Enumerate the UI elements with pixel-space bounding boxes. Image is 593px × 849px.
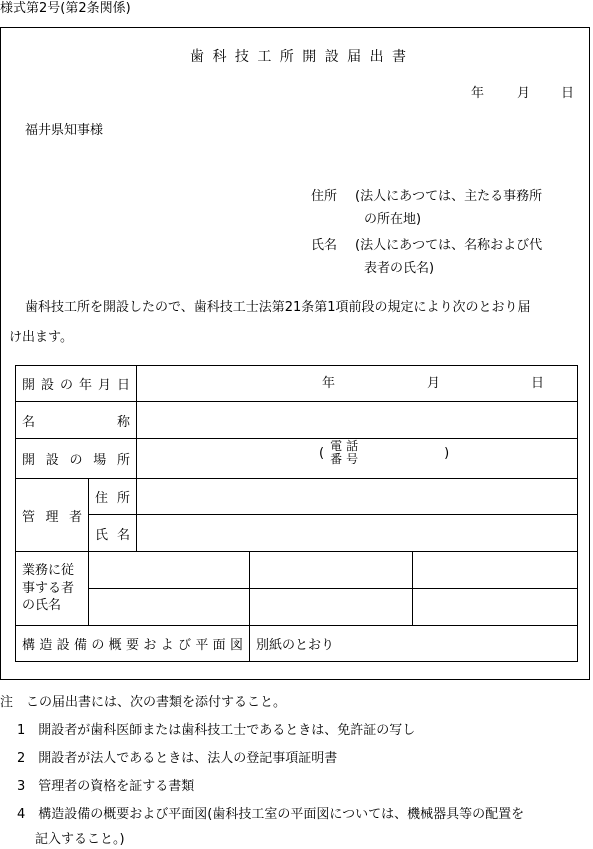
row-structure: [16, 626, 578, 662]
name-value-cell[interactable]: [137, 402, 578, 439]
row-opening-date: [16, 366, 578, 402]
addressee: 福井県知事様: [25, 123, 104, 138]
note-item-1: 1 開設者が歯科医師または歯科技工士であるときは、免許証の写し: [17, 723, 416, 738]
worker-cell[interactable]: [250, 552, 413, 589]
applicant-name-note-1: (法人にあつては、名称および代: [355, 238, 543, 253]
manager-name-value-cell[interactable]: [137, 515, 578, 552]
manager-address-label-cell: [89, 479, 137, 515]
structure-label-cell: [16, 626, 250, 662]
tel-close-paren: ): [444, 445, 450, 461]
note-item-4-line-2: 記入すること。): [35, 832, 125, 847]
opening-date-value-cell[interactable]: [137, 366, 578, 402]
tel-label: [330, 440, 362, 466]
tel-label-top: 電話: [330, 439, 363, 453]
name-label-cell: [16, 402, 137, 439]
workers-label-line-3: の氏名: [22, 598, 62, 614]
opening-year: 年: [322, 376, 336, 391]
applicant-address-note-1: (法人にあつては、主たる事務所: [355, 189, 543, 204]
opening-date-label: 開設の年月日: [22, 378, 131, 393]
date-day: 日: [561, 86, 575, 101]
location-label: 開設の場所: [22, 453, 131, 468]
row-name: [16, 402, 578, 439]
row-manager-name: [16, 515, 578, 552]
structure-value-cell[interactable]: [250, 626, 578, 662]
date-year: 年: [471, 86, 485, 101]
worker-cell[interactable]: [89, 552, 250, 589]
tel-open-paren: (: [319, 445, 325, 461]
statement-line-1: 歯科技工所を開設したので、歯科技工士法第21条第1項前段の規定により次のとおり届: [25, 300, 531, 315]
worker-cell[interactable]: [413, 552, 578, 589]
notes-heading: 注 この届出書には、次の書類を添付すること。: [0, 695, 287, 710]
row-workers-2: [16, 589, 578, 626]
applicant-address-note-2: の所在地): [364, 212, 422, 227]
workers-label-line-1: 業務に従: [22, 563, 75, 579]
location-value-cell[interactable]: [137, 439, 578, 479]
manager-address-value-cell[interactable]: [137, 479, 578, 515]
worker-cell[interactable]: [89, 589, 250, 626]
applicant-name-label: 氏名: [311, 238, 338, 253]
worker-cell[interactable]: [250, 589, 413, 626]
tel-label-bottom: 番号: [330, 452, 363, 467]
opening-month: 月: [427, 376, 441, 391]
note-item-4-line-1: 4 構造設備の概要および平面図(歯科技工室の平面図については、機械器具等の配置を: [17, 807, 525, 822]
location-label-cell: [16, 439, 137, 479]
note-item-3: 3 管理者の資格を証する書類: [17, 779, 195, 794]
applicant-address-label: 住所: [311, 189, 338, 204]
row-location: [16, 439, 578, 479]
workers-label-cell: [16, 552, 89, 626]
manager-name-label-cell: [89, 515, 137, 552]
date-month: 月: [517, 86, 531, 101]
telephone-field: [319, 440, 449, 466]
form-title: 歯 科 技 工 所 開 設 届 出 書: [190, 49, 409, 65]
structure-label: 構造設備の概要および平面図: [22, 638, 244, 653]
name-label: 名称: [22, 414, 131, 430]
statement-line-2: け出ます。: [9, 330, 73, 345]
row-workers-1: [16, 552, 578, 589]
workers-label-line-2: 事する者: [22, 580, 75, 596]
row-manager-address: [16, 479, 578, 515]
applicant-name-note-2: 表者の氏名): [364, 261, 435, 276]
worker-cell[interactable]: [413, 589, 578, 626]
opening-day: 日: [531, 376, 545, 391]
manager-address-label: 住所: [95, 491, 131, 506]
application-table: [15, 365, 578, 662]
form-number: 様式第2号(第2条関係): [0, 1, 131, 16]
manager-label-cell: [16, 479, 89, 552]
structure-value: 別紙のとおり: [256, 638, 335, 653]
manager-label: 管理者: [22, 509, 82, 525]
manager-name-label: 氏名: [95, 527, 131, 543]
opening-date-label-cell: [16, 366, 137, 402]
note-item-2: 2 開設者が法人であるときは、法人の登記事項証明書: [17, 751, 338, 766]
